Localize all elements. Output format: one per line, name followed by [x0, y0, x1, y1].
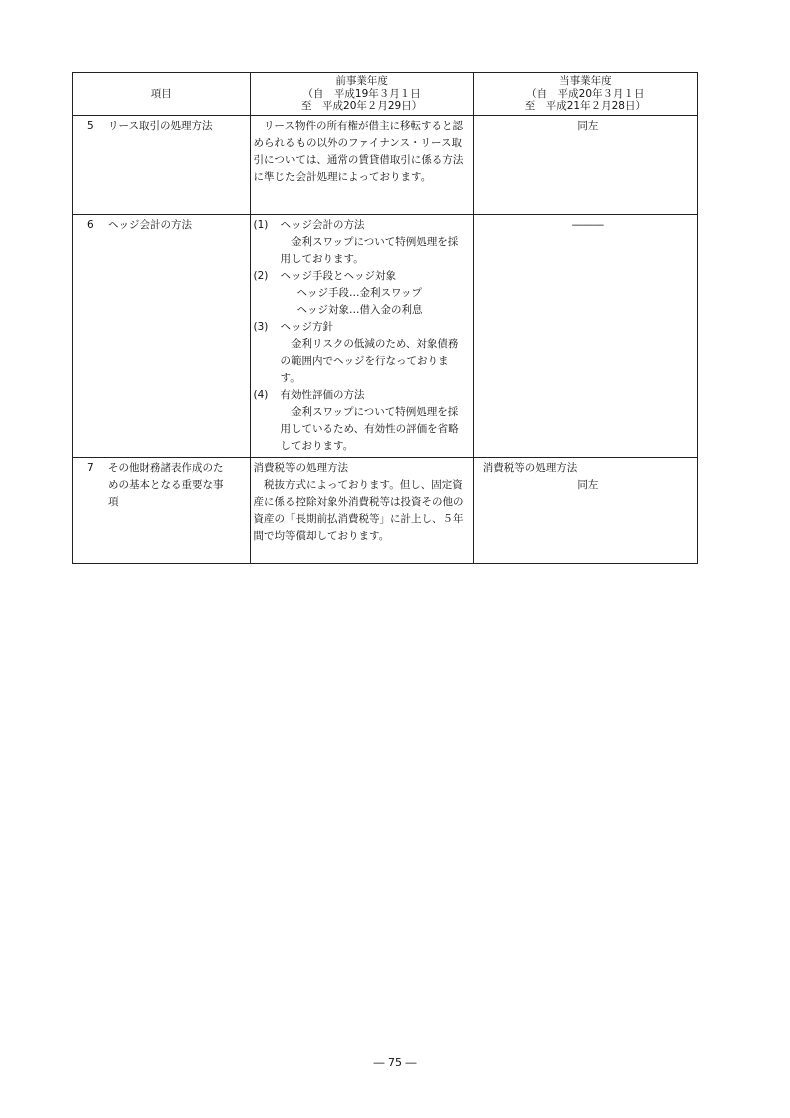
section-heading: ヘッジ会計の方法 [280, 219, 365, 231]
item-number: 7 [87, 462, 94, 474]
curr-text-dash: ――― [572, 219, 604, 231]
table-header-row [73, 73, 698, 116]
table-row [73, 116, 698, 215]
curr-heading: 消費税等の処理方法 [482, 462, 578, 474]
curr-text: 同左 [577, 120, 599, 132]
prev-text: 税抜方式によっております。但し、固定資産に係る控除対象外消費税等は投資その他の資産の「長期前払消費税等」に計上し、５年間で均等償却しております。 [253, 479, 464, 542]
prev-year-cell [250, 116, 473, 215]
header-curr-to: 至 平成21年２月28日） [524, 100, 646, 113]
section-heading: ヘッジ方針 [280, 321, 334, 333]
header-item [73, 73, 251, 116]
hedge-section-2 [254, 268, 467, 319]
item-title: その他財務諸表作成のた めの基本となる重要な事 項 [108, 462, 224, 508]
section-heading: 有効性評価の方法 [280, 389, 365, 401]
table-row [73, 215, 698, 458]
curr-year-cell [473, 458, 697, 564]
page-number: ― 75 ― [373, 1056, 417, 1069]
prev-heading: 消費税等の処理方法 [253, 462, 349, 474]
header-current-year [473, 73, 697, 116]
section-body: 金利スワップについて特例処理を採用しているため、有効性の評価を省略しております。 [280, 406, 459, 452]
section-number: (1) [253, 219, 269, 231]
header-prev-title: 前事業年度 [335, 75, 388, 88]
hedge-section-1 [254, 217, 467, 268]
hedge-instrument-line: ヘッジ手段…金利スワップ [296, 287, 423, 299]
hedge-section-3 [254, 319, 467, 387]
header-curr-title: 当事業年度 [559, 75, 612, 88]
item-title: リース取引の処理方法 [108, 120, 213, 132]
curr-year-cell [473, 116, 697, 215]
item-cell [73, 116, 251, 215]
header-item-label: 項目 [150, 87, 172, 100]
header-prev-to: 至 平成20年２月29日） [301, 100, 423, 113]
item-cell [73, 458, 251, 564]
section-number: (3) [253, 321, 269, 333]
curr-text: 同左 [577, 479, 599, 491]
section-number: (4) [253, 389, 269, 401]
section-body: 金利リスクの低減のため、対象債務の範囲内でヘッジを行なっております。 [280, 338, 459, 384]
header-previous-year [250, 73, 473, 116]
hedge-section-4 [254, 387, 467, 455]
item-number: 6 [87, 219, 94, 231]
prev-text: リース物件の所有権が借主に移転すると認められるもの以外のファイナンス・リース取引については、通常の賃貸借取引に係る方法に準じた会計処理によっております。 [253, 120, 464, 183]
curr-year-cell [473, 215, 697, 458]
item-number: 5 [87, 120, 94, 132]
section-heading: ヘッジ手段とヘッジ対象 [280, 270, 397, 282]
hedged-item-line: ヘッジ対象…借入金の利息 [296, 304, 423, 316]
item-cell [73, 215, 251, 458]
accounting-policy-table [72, 72, 698, 564]
item-title: ヘッジ会計の方法 [108, 219, 192, 231]
prev-year-cell [250, 458, 473, 564]
prev-year-cell [250, 215, 473, 458]
section-body: 金利スワップについて特例処理を採用しております。 [280, 236, 459, 265]
section-number: (2) [253, 270, 269, 282]
header-prev-from: （自 平成19年３月１日 [302, 87, 421, 100]
table-row [73, 458, 698, 564]
header-curr-from: （自 平成20年３月１日 [526, 87, 645, 100]
